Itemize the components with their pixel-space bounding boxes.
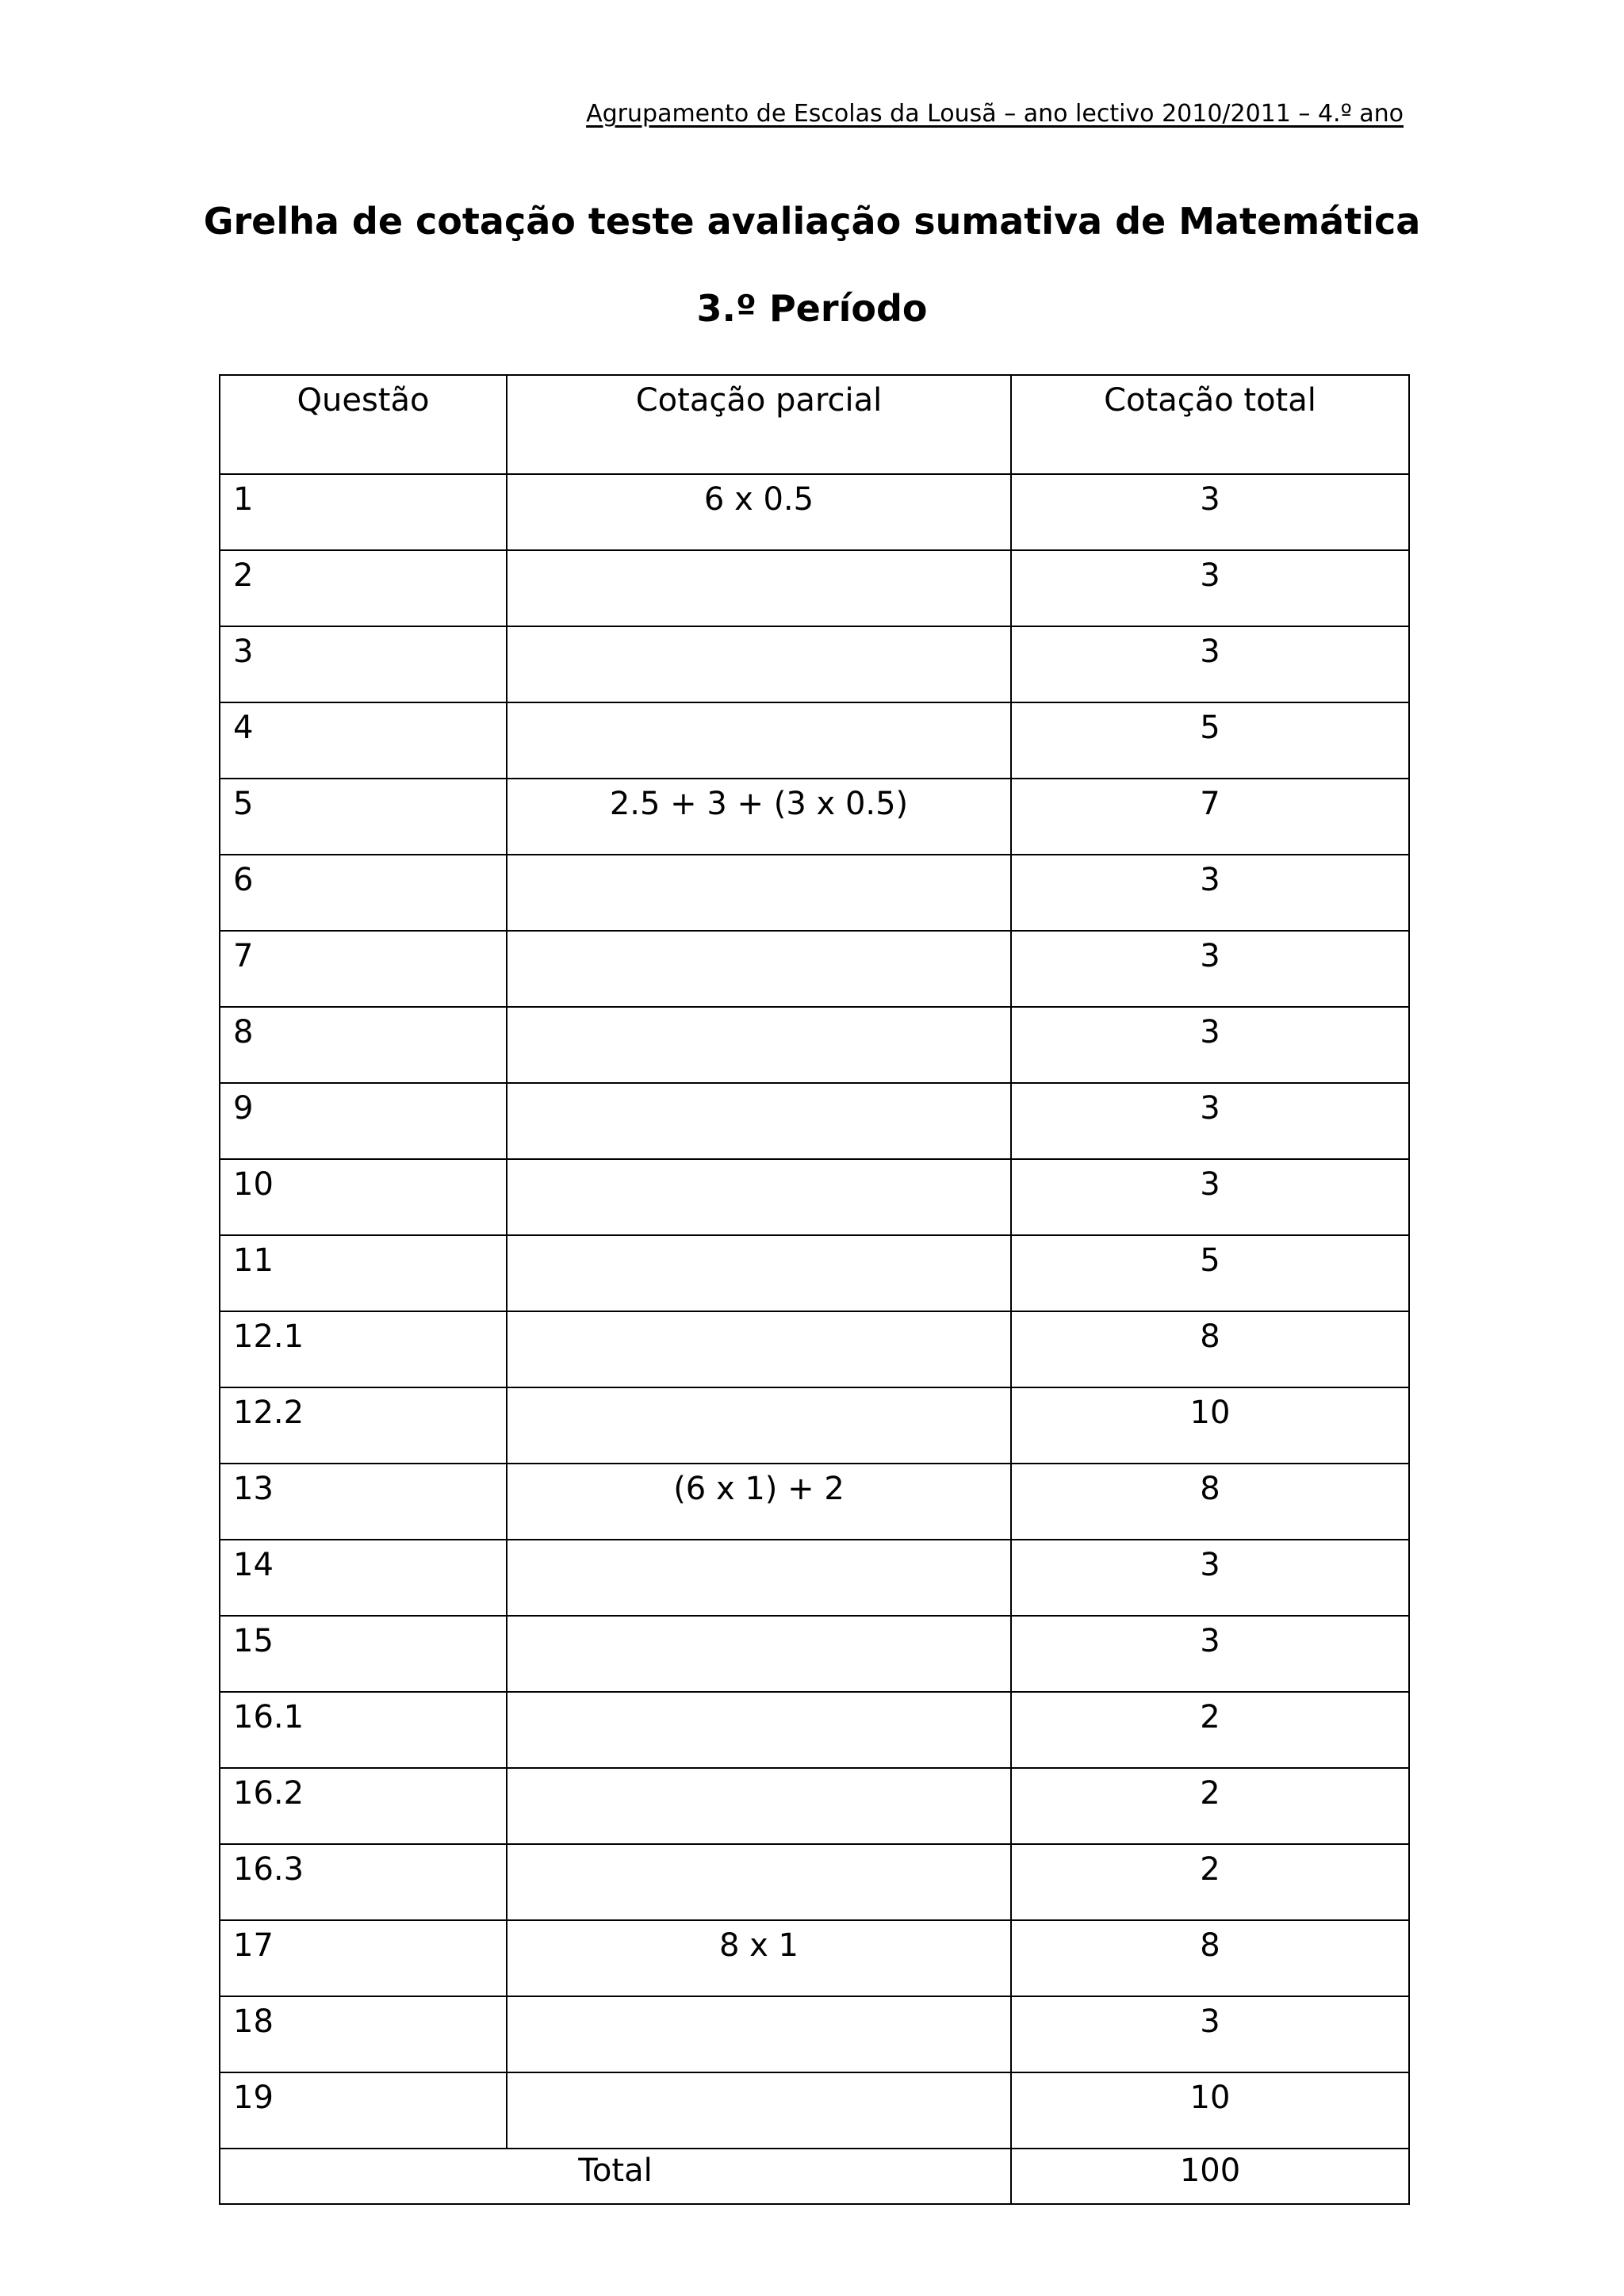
cell-cotacao-parcial <box>507 1387 1011 1464</box>
cell-cotacao-parcial <box>507 1540 1011 1616</box>
table-row <box>220 1996 1409 2072</box>
cell-cotacao-total: 2 <box>1011 1692 1409 1768</box>
table-row <box>220 1007 1409 1083</box>
cell-cotacao-parcial <box>507 2072 1011 2149</box>
cell-cotacao-total: 3 <box>1011 1159 1409 1235</box>
cell-cotacao-total: 2 <box>1011 1844 1409 1920</box>
cell-cotacao-total: 7 <box>1011 779 1409 855</box>
cell-cotacao-total: 2 <box>1011 1768 1409 1844</box>
total-label: Total <box>220 2149 1011 2204</box>
page-title: Grelha de cotação teste avaliação sumativa de Matemática <box>203 200 1421 243</box>
cell-questao: 2 <box>220 550 507 626</box>
cell-cotacao-parcial <box>507 1844 1011 1920</box>
table-row <box>220 1387 1409 1464</box>
cell-cotacao-parcial <box>507 1007 1011 1083</box>
cell-questao: 9 <box>220 1083 507 1159</box>
cell-cotacao-total: 3 <box>1011 1616 1409 1692</box>
table-row <box>220 855 1409 931</box>
cell-questao: 10 <box>220 1159 507 1235</box>
cell-questao: 17 <box>220 1920 507 1996</box>
cell-questao: 18 <box>220 1996 507 2072</box>
cell-questao: 16.3 <box>220 1844 507 1920</box>
cell-cotacao-total: 3 <box>1011 626 1409 702</box>
document-header: Agrupamento de Escolas da Lousã – ano lectivo 2010/2011 – 4.º ano <box>586 100 1404 128</box>
cell-cotacao-total: 10 <box>1011 2072 1409 2149</box>
cell-cotacao-parcial <box>507 1768 1011 1844</box>
table-row <box>220 626 1409 702</box>
cell-cotacao-total: 8 <box>1011 1464 1409 1540</box>
cell-cotacao-parcial <box>507 1692 1011 1768</box>
grading-table <box>219 374 1410 2205</box>
total-row <box>220 2149 1409 2204</box>
table-row <box>220 1311 1409 1387</box>
cell-cotacao-total: 3 <box>1011 474 1409 550</box>
cell-cotacao-parcial: (6 x 1) + 2 <box>507 1464 1011 1540</box>
cell-cotacao-parcial: 8 x 1 <box>507 1920 1011 1996</box>
cell-questao: 3 <box>220 626 507 702</box>
cell-cotacao-parcial <box>507 1083 1011 1159</box>
table-row <box>220 474 1409 550</box>
page-subtitle: 3.º Período <box>696 287 928 330</box>
column-header-cotacao-parcial: Cotação parcial <box>507 375 1011 474</box>
cell-cotacao-parcial <box>507 1616 1011 1692</box>
cell-cotacao-total: 3 <box>1011 1007 1409 1083</box>
table-row <box>220 931 1409 1007</box>
cell-cotacao-parcial <box>507 1159 1011 1235</box>
cell-questao: 12.2 <box>220 1387 507 1464</box>
cell-cotacao-total: 3 <box>1011 1996 1409 2072</box>
table-header-row <box>220 375 1409 474</box>
cell-questao: 6 <box>220 855 507 931</box>
table-row <box>220 2072 1409 2149</box>
cell-cotacao-parcial <box>507 855 1011 931</box>
cell-cotacao-total: 5 <box>1011 1235 1409 1311</box>
table-row <box>220 1083 1409 1159</box>
cell-cotacao-total: 10 <box>1011 1387 1409 1464</box>
cell-questao: 5 <box>220 779 507 855</box>
table-row <box>220 1768 1409 1844</box>
table-row <box>220 779 1409 855</box>
cell-questao: 15 <box>220 1616 507 1692</box>
cell-cotacao-total: 3 <box>1011 1540 1409 1616</box>
table-row <box>220 1540 1409 1616</box>
cell-questao: 19 <box>220 2072 507 2149</box>
cell-cotacao-parcial <box>507 626 1011 702</box>
cell-questao: 12.1 <box>220 1311 507 1387</box>
cell-questao: 7 <box>220 931 507 1007</box>
cell-cotacao-parcial <box>507 702 1011 779</box>
cell-cotacao-total: 3 <box>1011 931 1409 1007</box>
cell-cotacao-total: 3 <box>1011 855 1409 931</box>
cell-cotacao-total: 5 <box>1011 702 1409 779</box>
table-row <box>220 1692 1409 1768</box>
column-header-questao: Questão <box>220 375 507 474</box>
cell-questao: 16.1 <box>220 1692 507 1768</box>
table-row <box>220 702 1409 779</box>
cell-cotacao-parcial <box>507 1235 1011 1311</box>
table-row <box>220 1920 1409 1996</box>
cell-cotacao-total: 3 <box>1011 550 1409 626</box>
table-body <box>220 474 1409 2149</box>
table-row <box>220 550 1409 626</box>
cell-cotacao-parcial <box>507 1311 1011 1387</box>
cell-cotacao-total: 8 <box>1011 1311 1409 1387</box>
cell-cotacao-total: 8 <box>1011 1920 1409 1996</box>
cell-cotacao-parcial <box>507 1996 1011 2072</box>
cell-questao: 1 <box>220 474 507 550</box>
table-row <box>220 1844 1409 1920</box>
cell-cotacao-parcial <box>507 550 1011 626</box>
cell-questao: 8 <box>220 1007 507 1083</box>
table-row <box>220 1616 1409 1692</box>
cell-questao: 14 <box>220 1540 507 1616</box>
table-row <box>220 1159 1409 1235</box>
cell-cotacao-parcial: 2.5 + 3 + (3 x 0.5) <box>507 779 1011 855</box>
cell-questao: 11 <box>220 1235 507 1311</box>
table-row <box>220 1235 1409 1311</box>
column-header-cotacao-total: Cotação total <box>1011 375 1409 474</box>
cell-cotacao-parcial <box>507 931 1011 1007</box>
cell-cotacao-parcial: 6 x 0.5 <box>507 474 1011 550</box>
cell-questao: 4 <box>220 702 507 779</box>
cell-questao: 16.2 <box>220 1768 507 1844</box>
table-row <box>220 1464 1409 1540</box>
total-value: 100 <box>1011 2149 1409 2204</box>
cell-questao: 13 <box>220 1464 507 1540</box>
cell-cotacao-total: 3 <box>1011 1083 1409 1159</box>
